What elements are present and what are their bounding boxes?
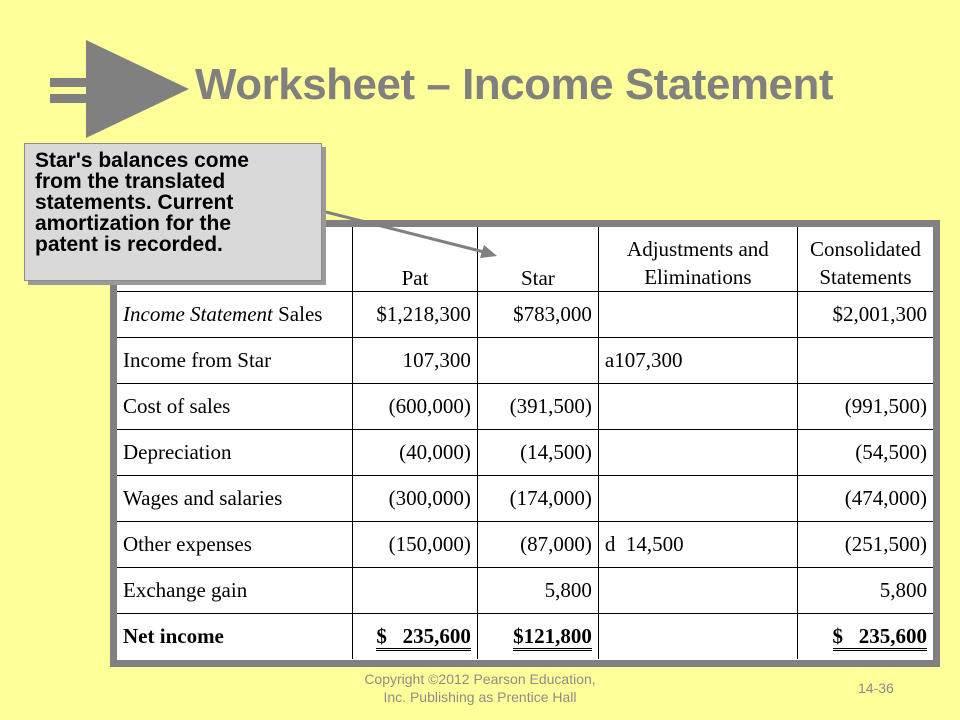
callout-note bbox=[24, 143, 322, 281]
cell-adjustments bbox=[598, 430, 797, 476]
cell-star: $783,000 bbox=[477, 292, 598, 338]
row-label: Wages and salaries bbox=[117, 476, 353, 522]
table-row bbox=[117, 476, 933, 522]
row-label: Exchange gain bbox=[117, 568, 353, 614]
row-label: Depreciation bbox=[117, 430, 353, 476]
row-label: Net income bbox=[117, 614, 353, 660]
table-row bbox=[117, 430, 933, 476]
cell-adjustments bbox=[598, 292, 797, 338]
cell-consolidated: (991,500) bbox=[797, 384, 933, 430]
table-row-net-income bbox=[117, 614, 933, 660]
cell-pat: $1,218,300 bbox=[353, 292, 478, 338]
row-label: Cost of sales bbox=[117, 384, 353, 430]
cell-adjustments: a107,300 bbox=[598, 338, 797, 384]
cell-consolidated: (474,000) bbox=[797, 476, 933, 522]
cell-adjustments: d 14,500 bbox=[598, 522, 797, 568]
cell-consolidated: (251,500) bbox=[797, 522, 933, 568]
cell-pat: (600,000) bbox=[353, 384, 478, 430]
cell-pat: (40,000) bbox=[353, 430, 478, 476]
cell-pat bbox=[353, 568, 478, 614]
cell-star bbox=[477, 338, 598, 384]
cell-adjustments bbox=[598, 614, 797, 660]
table-row bbox=[117, 338, 933, 384]
row-label-text: Sales bbox=[272, 302, 323, 326]
cell-adjustments bbox=[598, 568, 797, 614]
row-label: Income from Star bbox=[117, 338, 353, 384]
worksheet-table bbox=[117, 227, 933, 659]
cell-star: 5,800 bbox=[477, 568, 598, 614]
cell-star bbox=[477, 614, 598, 660]
cell-pat bbox=[353, 614, 478, 660]
worksheet-frame bbox=[110, 220, 940, 667]
cell-adjustments bbox=[598, 476, 797, 522]
table-row bbox=[117, 568, 933, 614]
table-row bbox=[117, 292, 933, 338]
row-label: Other expenses bbox=[117, 522, 353, 568]
cell-consolidated bbox=[797, 338, 933, 384]
header-adjustments: Adjustments and Eliminations bbox=[598, 227, 797, 292]
header-star: Star bbox=[477, 227, 598, 292]
cell-star: (87,000) bbox=[477, 522, 598, 568]
cell-consolidated bbox=[797, 614, 933, 660]
cell-star: (391,500) bbox=[477, 384, 598, 430]
cell-pat-total: $ 235,600 bbox=[376, 624, 471, 651]
row-label bbox=[117, 292, 353, 338]
page-number: 14-36 bbox=[858, 680, 894, 696]
table-row bbox=[117, 384, 933, 430]
worksheet-panel bbox=[117, 227, 933, 660]
cell-star: (14,500) bbox=[477, 430, 598, 476]
header-consolidated: Consolidated Statements bbox=[797, 227, 933, 292]
footer-copyright: Copyright ©2012 Pearson Education, Inc. Publishing as Prentice Hall bbox=[364, 671, 596, 705]
cell-consolidated: $2,001,300 bbox=[797, 292, 933, 338]
cell-adjustments bbox=[598, 384, 797, 430]
cell-consolidated: 5,800 bbox=[797, 568, 933, 614]
table-row bbox=[117, 522, 933, 568]
cell-star: (174,000) bbox=[477, 476, 598, 522]
callout-text: Star's balances come from the translated statements. Current amortization for the patent is recorded. bbox=[35, 149, 249, 256]
header-pat: Pat bbox=[353, 227, 478, 292]
row-label-italic: Income Statement bbox=[123, 302, 273, 326]
cell-star-total: $121,800 bbox=[513, 624, 592, 651]
slide-title: Worksheet – Income Statement bbox=[195, 60, 834, 109]
cell-pat: 107,300 bbox=[353, 338, 478, 384]
cell-consolidated: (54,500) bbox=[797, 430, 933, 476]
cell-consolidated-total: $ 235,600 bbox=[833, 624, 928, 651]
cell-pat: (300,000) bbox=[353, 476, 478, 522]
cell-pat: (150,000) bbox=[353, 522, 478, 568]
arrow-right-icon bbox=[44, 38, 194, 138]
